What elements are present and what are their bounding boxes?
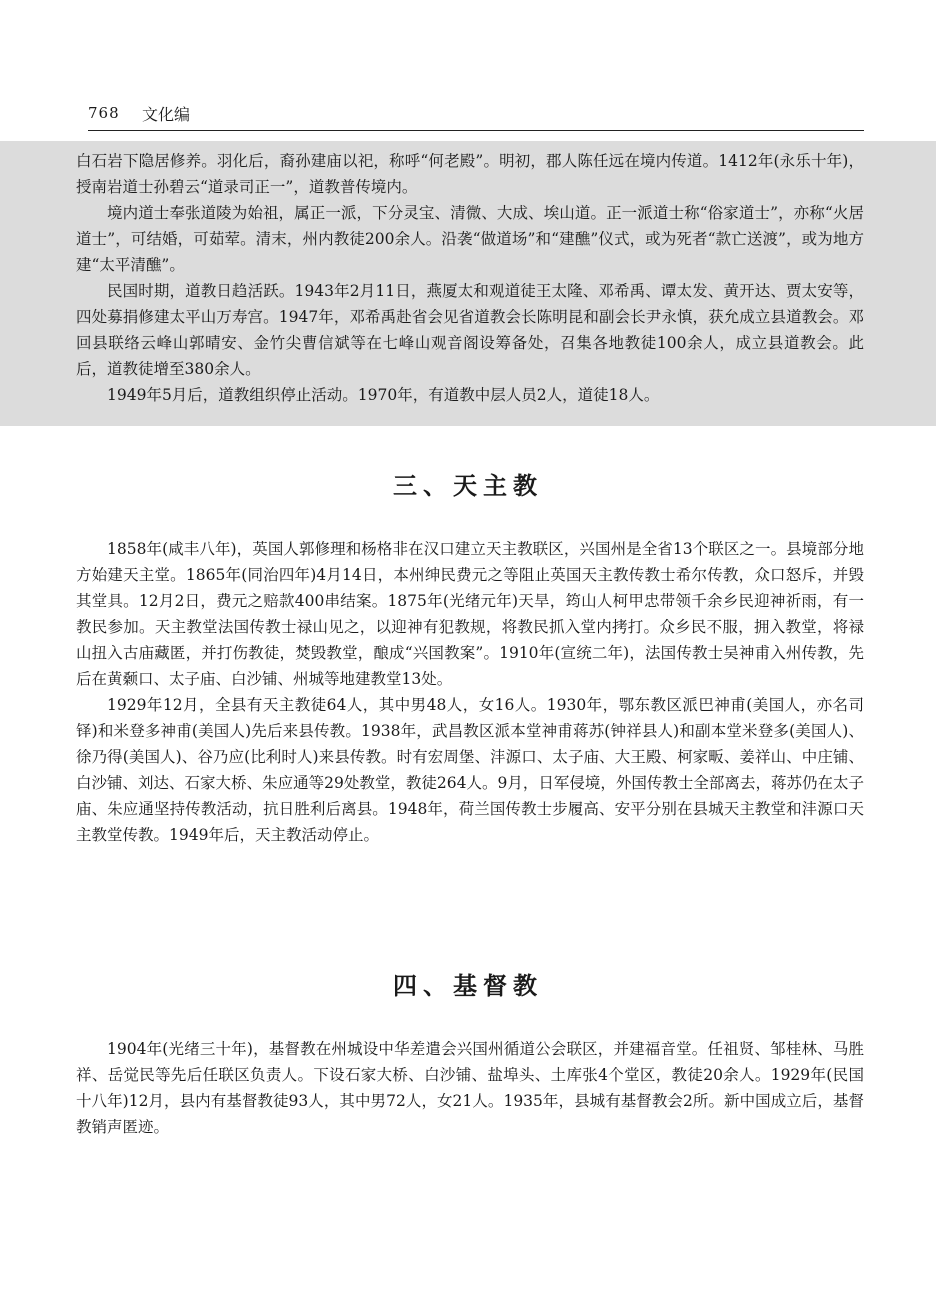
taoism-text [76,148,864,408]
paragraph: 1929年12月，全县有天主教徒64人，其中男48人，女16人。1930年，鄂东教区派巴神甫(美国人，亦名司铎)和米登多神甫(美国人)先后来县传教。1938年，武昌教区派本堂神甫蒋苏(钟祥县人)和副本堂米登多(美国人)、徐乃得(美国人)、谷乃应(比利时人)来县传教。时有宏周堡、沣源口、太子庙、大王殿、柯家畈、姜祥山、中庄铺、白沙铺、刘达、石家大桥、朱应通等29处教堂，教徒264人。9月，日军侵境，外国传教士全部离去，蒋苏仍在太子庙、朱应通坚持传教活动，抗日胜利后离县。1948年，荷兰国传教士步履高、安平分别在县城天主教堂和沣源口天主教堂传教。1949年后，天主教活动停止。 [76,696,864,844]
paragraph: 1858年(咸丰八年)，英国人郭修理和杨格非在汉口建立天主教联区，兴国州是全省13个联区之一。县境部分地方始建天主堂。1865年(同治四年)4月14日，本州绅民费元之等阻止英国天主教传教士希尔传教，众口怒斥，并毁其堂具。12月2日，费元之赔款400串结案。1875年(光绪元年)天旱，筠山人柯甲忠带领千余乡民迎神祈雨，有一教民参加。天主教堂法国传教士禄山见之，以迎神有犯教规，将教民抓入堂内拷打。众乡民不服，拥入教堂，将禄山扭入古庙藏匿，并打伤教徒，焚毁教堂，酿成“兴国教案”。1910年(宣统二年)，法国传教士吴神甫入州传教，先后在黄颡口、太子庙、白沙铺、州城等地建教堂13处。 [76,540,864,688]
paragraph: 境内道士奉张道陵为始祖，属正一派，下分灵宝、清微、大成、埃山道。正一派道士称“俗家道士”，亦称“火居道士”，可结婚，可茹荤。清末，州内教徒200余人。沿袭“做道场”和“建醮”仪式，或为死者“款亡送渡”，或为地方建“太平清醮”。 [76,204,864,274]
paragraph: 白石岩下隐居修养。羽化后，裔孙建庙以祀，称呼“何老殿”。明初，郡人陈任远在境内传道。1412年(永乐十年)，授南岩道士孙碧云“道录司正一”，道教普传境内。 [76,152,864,196]
section-heading-catholicism: 三、天主教 [393,472,543,500]
page-header [88,100,864,131]
section-heading-christianity: 四、基督教 [393,972,543,1000]
christianity-text [76,1036,864,1140]
paragraph: 1949年5月后，道教组织停止活动。1970年，有道教中层人员2人，道徒18人。 [107,386,660,404]
section-name: 文化编 [142,105,191,124]
page-number: 768 [88,104,120,122]
paragraph: 1904年(光绪三十年)，基督教在州城设中华差遣会兴国州循道公会联区，并建福音堂。任祖贤、邹桂林、马胜祥、岳觉民等先后任联区负责人。下设石家大桥、白沙铺、盐埠头、土库张4个堂区，教徒20余人。1929年(民国十八年)12月，县内有基督教徒93人，其中男72人，女21人。1935年，县城有基督教会2所。新中国成立后，基督教销声匿迹。 [76,1040,864,1136]
paragraph: 民国时期，道教日趋活跃。1943年2月11日，燕厦太和观道徒王太隆、邓希禹、谭太发、黄开达、贾太安等，四处募捐修建太平山万寿宫。1947年，邓希禹赴省会见省道教会长陈明昆和副会长尹永慎，获允成立县道教会。邓回县联络云峰山郭晴安、金竹尖曹信斌等在七峰山观音阁设筹备处，召集各地教徒100余人，成立县道教会。此后，道教徒增至380余人。 [76,282,864,378]
catholicism-text [76,536,864,848]
